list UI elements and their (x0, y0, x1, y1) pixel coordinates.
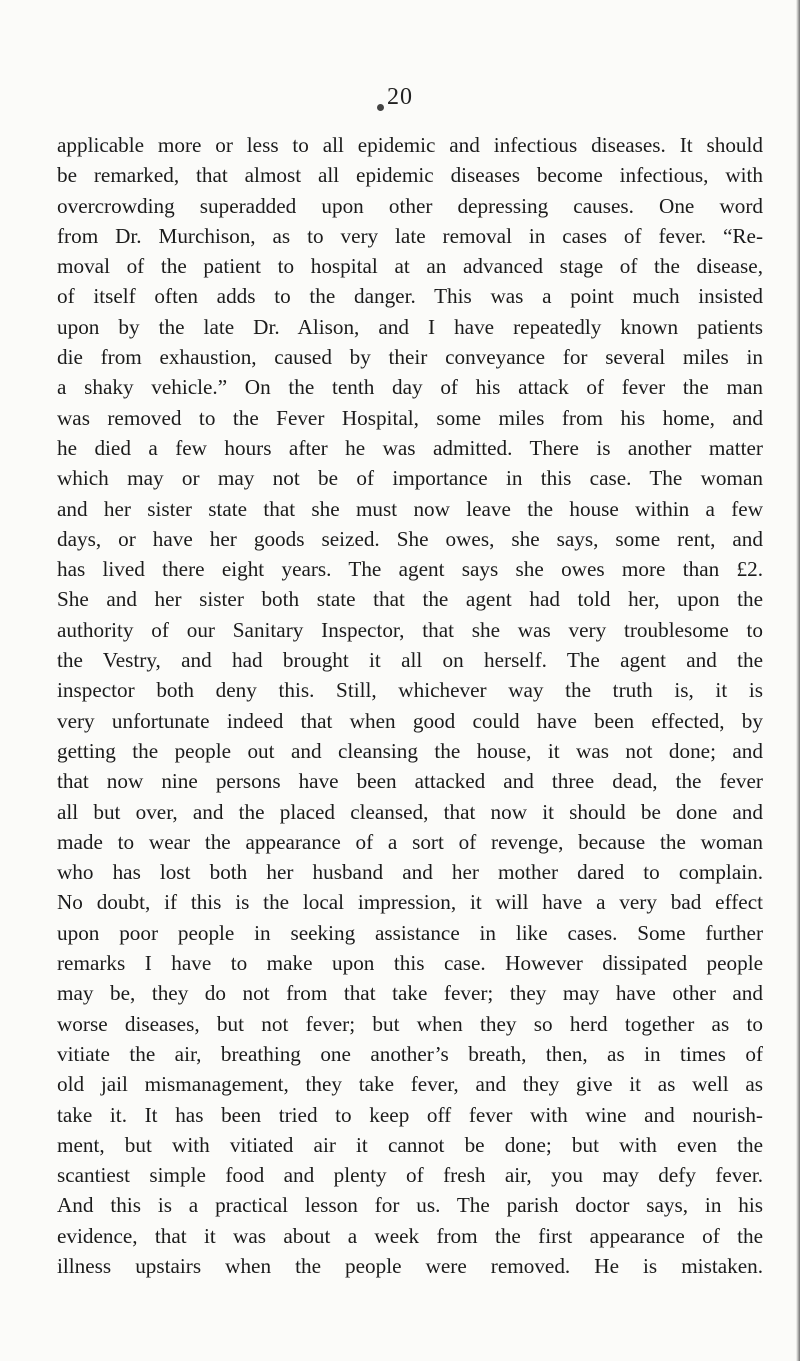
page-edge-shadow (796, 0, 800, 1361)
text-line: be remarked, that almost all epidemic diseases become infectious, with (57, 163, 763, 188)
text-line: all but over, and the placed cleansed, that now it should be done and (57, 799, 763, 824)
text-line: worse diseases, but not fever; but when they so herd together as to (57, 1011, 763, 1036)
text-line: old jail mismanagement, they take fever, and they give it as well as (57, 1072, 763, 1097)
text-line: has lived there eight years. The agent says she owes more than £2. (57, 557, 763, 582)
text-line: take it. It has been tried to keep off fever with wine and nourish- (57, 1102, 763, 1127)
text-line: And this is a practical lesson for us. The parish doctor says, in his (57, 1193, 763, 1218)
text-line: illness upstairs when the people were removed. He is mistaken. (57, 1253, 763, 1278)
text-line: from Dr. Murchison, as to very late removal in cases of fever. “Re- (57, 223, 763, 248)
text-line: ment, but with vitiated air it cannot be done; but with even the (57, 1132, 763, 1157)
page-number: 20 (387, 84, 413, 110)
text-line: overcrowding superadded upon other depressing causes. One word (57, 193, 763, 218)
text-line: that now nine persons have been attacked and three dead, the fever (57, 769, 763, 794)
text-line: and her sister state that she must now leave the house within a few (57, 496, 763, 521)
text-line: remarks I have to make upon this case. However dissipated people (57, 951, 763, 976)
text-line: very unfortunate indeed that when good could have been effected, by (57, 708, 763, 733)
text-line: scantiest simple food and plenty of fresh air, you may defy fever. (57, 1163, 763, 1188)
text-line: die from exhaustion, caused by their conveyance for several miles in (57, 345, 763, 370)
text-line: was removed to the Fever Hospital, some miles from his home, and (57, 405, 763, 430)
text-line: inspector both deny this. Still, whichever way the truth is, it is (57, 678, 763, 703)
text-line: he died a few hours after he was admitted. There is another matter (57, 435, 763, 460)
text-line: No doubt, if this is the local impression, it will have a very bad effect (57, 890, 763, 915)
text-line: upon poor people in seeking assistance in like cases. Some further (57, 920, 763, 945)
text-line: may be, they do not from that take fever; they may have other and (57, 981, 763, 1006)
printer-mark (377, 104, 384, 111)
text-line: a shaky vehicle.” On the tenth day of his attack of fever the man (57, 375, 763, 400)
body-text (57, 130, 763, 1281)
text-line: which may or may not be of importance in this case. The woman (57, 466, 763, 491)
text-line: authority of our Sanitary Inspector, that she was very troublesome to (57, 617, 763, 642)
text-line: the Vestry, and had brought it all on herself. The agent and the (57, 648, 763, 673)
text-line: who has lost both her husband and her mother dared to complain. (57, 860, 763, 885)
text-line: applicable more or less to all epidemic and infectious diseases. It should (57, 133, 763, 157)
text-line: She and her sister both state that the agent had told her, upon the (57, 587, 763, 612)
text-line: made to wear the appearance of a sort of revenge, because the woman (57, 829, 763, 854)
text-line: days, or have her goods seized. She owes, she says, some rent, and (57, 526, 763, 551)
text-line: moval of the patient to hospital at an advanced stage of the disease, (57, 254, 763, 279)
text-line: getting the people out and cleansing the house, it was not done; and (57, 738, 763, 763)
text-line: of itself often adds to the danger. This was a point much insisted (57, 284, 763, 309)
text-line: vitiate the air, breathing one another’s breath, then, as in times of (57, 1041, 763, 1066)
text-line: evidence, that it was about a week from the first appearance of the (57, 1223, 763, 1248)
text-line: upon by the late Dr. Alison, and I have repeatedly known patients (57, 314, 763, 339)
